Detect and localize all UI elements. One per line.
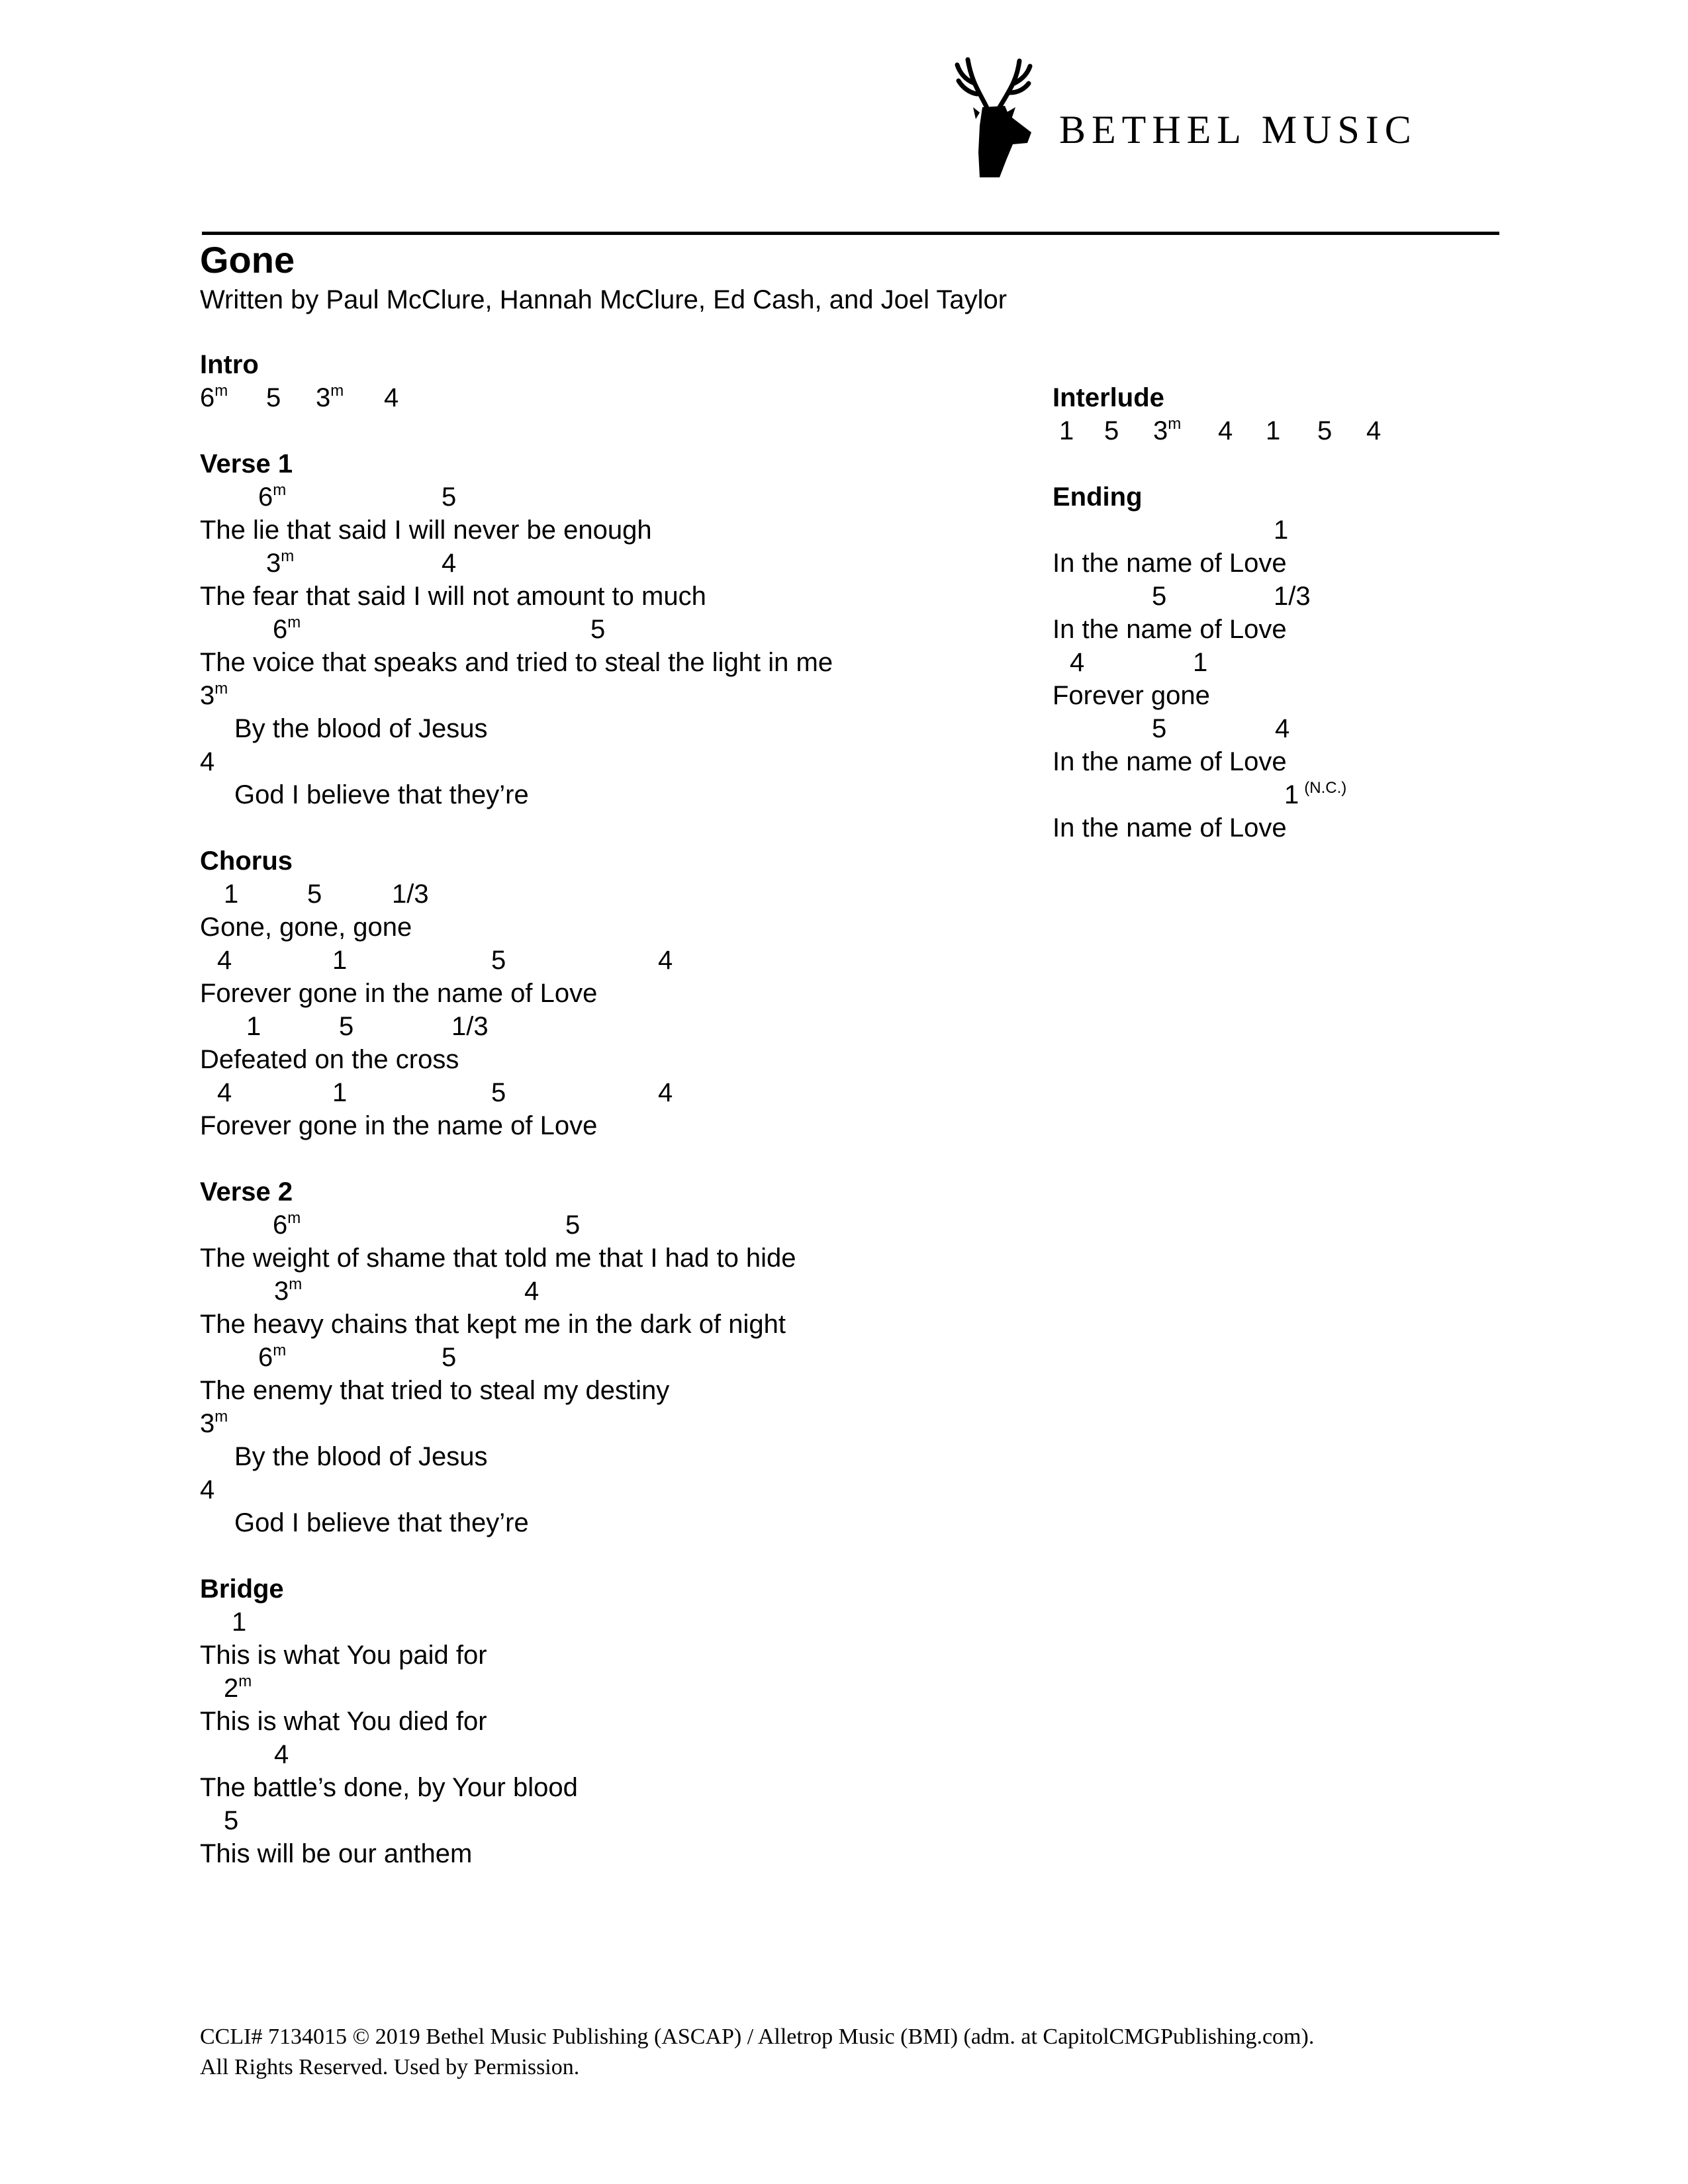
chord-line <box>1053 514 1516 547</box>
chord: 1/3 <box>392 880 429 909</box>
lyric-line: The enemy that tried to steal my destiny <box>200 1376 670 1405</box>
chord: 5 <box>442 1343 457 1372</box>
song-credits: Written by Paul McClure, Hannah McClure, Ed Cash, and Joel Taylor <box>200 285 1008 314</box>
lyric-line: In the name of Love <box>1053 615 1287 644</box>
chord: 4 <box>1218 416 1233 445</box>
chord: 1 <box>332 1078 348 1107</box>
chord-line <box>200 1275 1027 1308</box>
chord: 1 $^{(N.C.)}$ <box>1284 779 1347 809</box>
section-intro <box>200 348 1027 414</box>
chord-line <box>200 613 1027 646</box>
chord-line <box>200 1473 1027 1506</box>
lyric-line: Forever gone <box>1053 681 1210 710</box>
chord: 5 <box>1317 416 1333 445</box>
chord: 1 <box>246 1012 261 1041</box>
lyric-line: By the blood of Jesus <box>234 714 488 743</box>
bethel-music-logo <box>953 46 1483 185</box>
section-title: Interlude <box>1053 383 1164 412</box>
chord: 5 <box>266 383 281 412</box>
section-ending <box>1053 480 1516 844</box>
chord: 4 <box>274 1740 289 1769</box>
chord: 5 <box>590 615 606 644</box>
chord: 4 <box>217 946 232 975</box>
chord-line <box>200 1208 1027 1242</box>
chord: 5 <box>1152 714 1167 743</box>
lyric-line: This is what You died for <box>200 1707 487 1736</box>
chord-line <box>200 480 1027 514</box>
chord: 3$^m$ <box>200 680 228 710</box>
lyric-line: The lie that said I will never be enough <box>200 516 652 545</box>
header-rule <box>202 232 1499 235</box>
chord-line <box>1053 414 1516 447</box>
section-title: Ending <box>1053 482 1143 512</box>
chord: 1 <box>232 1608 247 1637</box>
chord: 4 <box>442 549 457 578</box>
lyric-line: The weight of shame that told me that I had to hide <box>200 1244 796 1273</box>
chord-line <box>1053 580 1516 613</box>
brand-name: BETHEL MUSIC <box>1059 108 1417 152</box>
chord: 5 <box>339 1012 354 1041</box>
chord: 4 <box>658 1078 673 1107</box>
chord: 5 <box>491 946 506 975</box>
chord: 1/3 <box>451 1012 489 1041</box>
chord-line <box>200 547 1027 580</box>
lyric-line: In the name of Love <box>1053 813 1287 842</box>
chord: 3$^m$ <box>200 1408 228 1438</box>
chord: 6$^m$ <box>258 481 287 512</box>
chord-line <box>1053 778 1516 811</box>
section-bridge <box>200 1572 1027 1870</box>
chord: 1 <box>332 946 348 975</box>
chord-line <box>200 944 1027 977</box>
chord: 5 <box>491 1078 506 1107</box>
lyric-line: Defeated on the cross <box>200 1045 459 1074</box>
chord: 2$^m$ <box>224 1672 252 1703</box>
chord-line <box>200 745 1027 778</box>
chord: 1/3 <box>1274 582 1311 611</box>
chord: 4 <box>1366 416 1382 445</box>
chord-line <box>200 1738 1027 1771</box>
lyric-line: By the blood of Jesus <box>234 1442 488 1471</box>
song-title: Gone <box>200 239 295 281</box>
chord: 1 <box>1274 516 1289 545</box>
chord: 6$^m$ <box>273 614 301 644</box>
chord-line <box>200 381 1027 414</box>
chord: 5 <box>307 880 322 909</box>
chord: 4 <box>200 747 215 776</box>
lyric-line: God I believe that they’re <box>234 780 529 809</box>
chord: 1 <box>224 880 239 909</box>
section-title: Verse 1 <box>200 449 293 478</box>
section-title: Chorus <box>200 846 293 876</box>
chord-line <box>200 1606 1027 1639</box>
chord: 4 <box>1275 714 1290 743</box>
lyric-line: The battle’s done, by Your blood <box>200 1773 578 1802</box>
chord-line <box>200 1076 1027 1109</box>
chord-line <box>200 1407 1027 1440</box>
section-title: Verse 2 <box>200 1177 293 1206</box>
chord-line <box>200 1672 1027 1705</box>
chord: 5 <box>442 482 457 512</box>
lyric-line: The heavy chains that kept me in the dark of night <box>200 1310 786 1339</box>
chord: 4 <box>1070 648 1085 677</box>
chord-line <box>200 878 1027 911</box>
section-verse-1 <box>200 447 1027 811</box>
chord: 6$^m$ <box>258 1342 287 1372</box>
chord: 3$^m$ <box>266 547 295 578</box>
section-title: Intro <box>200 350 259 379</box>
left-column <box>200 348 1027 1870</box>
chord: 4 <box>200 1475 215 1504</box>
lyric-line: In the name of Love <box>1053 747 1287 776</box>
chord: 3$^m$ <box>274 1275 303 1306</box>
chord-line <box>200 1804 1027 1837</box>
deer-head-icon <box>953 46 1046 179</box>
chord: 6$^m$ <box>273 1209 301 1240</box>
chord-line <box>1053 646 1516 679</box>
chord-line <box>200 679 1027 712</box>
chord: 1 <box>1059 416 1074 445</box>
chord-line <box>1053 712 1516 745</box>
chord: 1 <box>1266 416 1281 445</box>
lyric-line: God I believe that they’re <box>234 1508 529 1537</box>
lyric-line: Forever gone in the name of Love <box>200 1111 598 1140</box>
right-column <box>1053 381 1516 844</box>
chord: 4 <box>524 1277 539 1306</box>
copyright-footer: CCLI# 7134015 © 2019 Bethel Music Publishing (ASCAP) / Alletrop Music (BMI) (adm. at CapitolCMGPublishing.com). All Rights Reserved. Used by Permission. <box>200 2025 1315 2079</box>
chord: 5 <box>224 1806 239 1835</box>
section-verse-2 <box>200 1175 1027 1539</box>
lyric-line: This is what You paid for <box>200 1641 487 1670</box>
lyric-line: The voice that speaks and tried to steal the light in me <box>200 648 833 677</box>
chord: 6$^m$ <box>200 382 228 412</box>
lyric-line: Gone, gone, gone <box>200 913 412 942</box>
section-chorus <box>200 844 1027 1142</box>
chord: 5 <box>1152 582 1167 611</box>
lyric-line: Forever gone in the name of Love <box>200 979 598 1008</box>
chord: 5 <box>1104 416 1119 445</box>
chord-line <box>200 1341 1027 1374</box>
section-interlude <box>1053 381 1516 447</box>
chord-line <box>200 1010 1027 1043</box>
chord: 5 <box>565 1210 581 1240</box>
lyric-line: The fear that said I will not amount to much <box>200 582 706 611</box>
chord: 1 <box>1193 648 1208 677</box>
chord: 4 <box>217 1078 232 1107</box>
lyric-line: In the name of Love <box>1053 549 1287 578</box>
chord: 4 <box>658 946 673 975</box>
lyric-line: This will be our anthem <box>200 1839 473 1868</box>
section-title: Bridge <box>200 1574 284 1604</box>
chord: 3$^m$ <box>316 382 344 412</box>
chord: 3$^m$ <box>1153 415 1182 445</box>
chord: 4 <box>384 383 399 412</box>
